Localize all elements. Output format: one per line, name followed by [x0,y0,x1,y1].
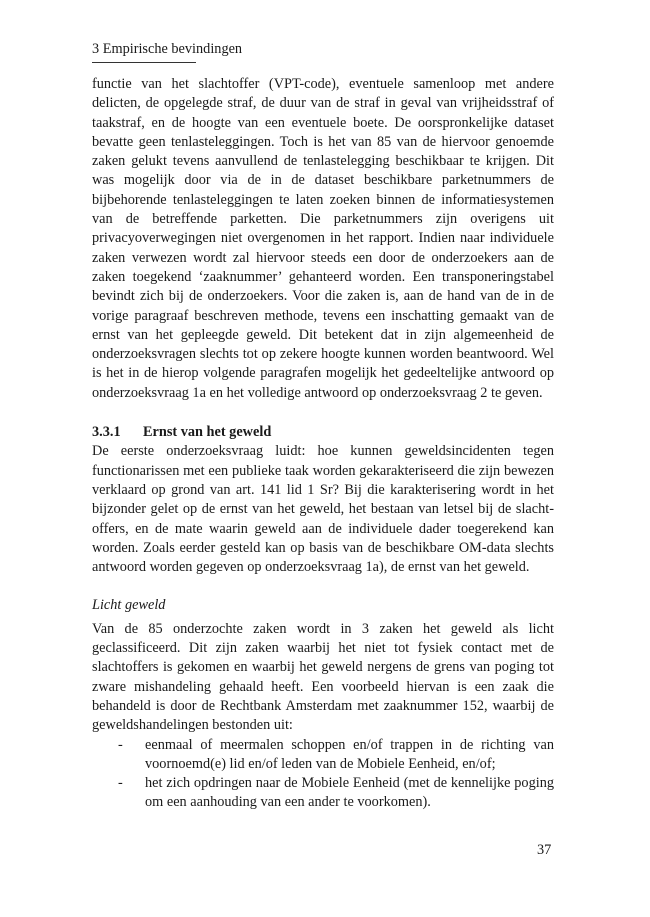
running-header: 3 Empirische bevindingen [92,41,243,57]
section-heading [92,423,554,442]
page-number: 37 [537,842,552,858]
list-item-text: eenmaal of meermalen schoppen en/of trappen in de richting van voornoemd(e) lid en/of leden van de Mobiele Eenheid, en/of; [145,736,554,772]
section-title: Ernst van het geweld [143,424,272,441]
list-dash: - [118,775,123,792]
list-item-text: het zich opdringen naar de Mobiele Eenheid (met de kennelijke poging om een aanhouding van een ander te voorkomen). [145,775,554,811]
subheading: Licht geweld [92,597,166,614]
list-item [92,736,554,775]
body-paragraph: Van de 85 onderzochte zaken wordt in 3 zaken het geweld als licht geclassificeerd. Dit zijn zaken waarbij het niet tot fysiek contact met de slachtoffers is gekomen en waarbij het geweld nergens de grens van poging tot zware mishandeling gehaald heeft. Een voorbeeld hiervan is een zaak die behandeld is door de Rechtbank Amsterdam met zaaknummer 152, waarbij de geweldshandelingen bestonden uit: [92,620,554,734]
body-paragraph: De eerste onderzoeksvraag luidt: hoe kunnen geweldsincidenten tegen functionarissen met een publieke taak worden gekarakteriseerd die zijn bewezen verklaard op grond van art. 141 lid 1 Sr? Bij die karakterisering wordt in het bijzonder gelet op de ernst van het geweld, het bestaan van letsel bij de slachtoffers, en de mate waarin geweld aan de individuele dader toegerekend kan worden. Zoals eerder gesteld kan op basis van de beschikbare OM-data slechts antwoord worden gegeven op onderzoeksvraag 1a), de ernst van het geweld. [92,443,554,576]
body-paragraph: functie van het slachtoffer (VPT-code), eventuele samenloop met andere delicten, de opgelegde straf, de duur van de straf in geval van vrijheidsstraf of taakstraf, en de hoogte van een eventuele boete. De oorspronkelijke dataset bevatte geen tenlasteleggingen. Toch is het van 85 van de hiervoor genoemde zaken gelukt tevens aanvullend de tenlastelegging beschikbaar te krijgen. Dit was mogelijk door via de in de dataset beschikbare parketnummers de bijbehorende tenlasteleggingen te laten zoeken binnen de informatiesystemen van de betreffende parketten. Die parketnummers zijn overigens uit privacyoverwegingen niet overgenomen in het rapport. Indien naar individuele zaken verwezen wordt zal hiervoor steeds een door de onderzoekers aan de zaken toegekend ‘zaaknummer’ gehanteerd worden. Een transponeringstabel bevindt zich bij de onderzoekers. Voor die zaken is, aan de hand van de in de vorige paragraaf beschreven methode, tevens een inschatting gemaakt van de ernst van het gepleegde geweld. Dit betekent dat in zijn algemeenheid de onderzoeksvragen slechts tot op zekere hoogte kunnen worden beantwoord. Wel is het in de hierop volgende paragrafen mogelijk het gedeeltelijke antwoord op onderzoeksvraag 1a en het volledige antwoord op onderzoeksvraag 2 te geven. [92,76,554,401]
list-dash: - [118,736,123,753]
list-item [92,774,554,813]
section-number: 3.3.1 [92,424,121,441]
header-rule [92,62,196,63]
body-content [92,75,554,813]
violence-acts-list [92,736,554,813]
